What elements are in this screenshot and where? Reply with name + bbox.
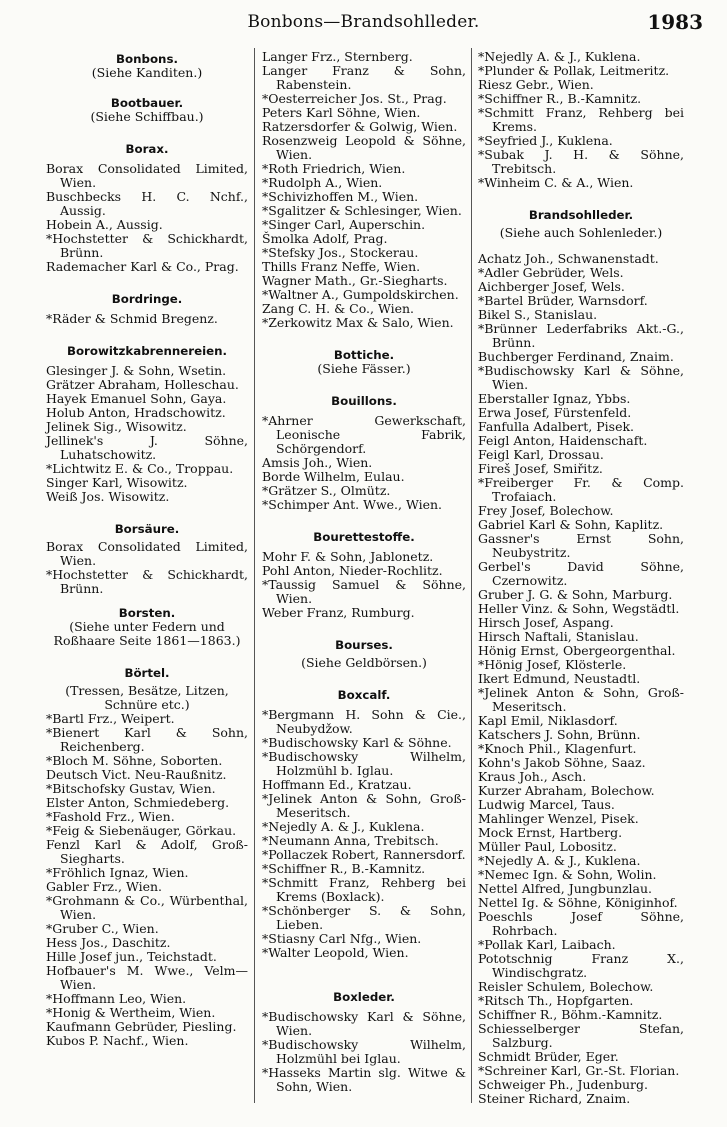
- section-heading: Brandsohlleder.: [528, 208, 634, 222]
- directory-entry: Feigl Anton, Haidenschaft.: [478, 433, 648, 448]
- directory-entry: Schiffner R., Böhm.-Kamnitz.: [478, 1007, 663, 1022]
- directory-entry: *Nejedly A. & J., Kuklena.: [262, 819, 425, 834]
- column-1: [46, 50, 248, 1048]
- directory-entry: Aichberger Josef, Wels.: [478, 279, 625, 294]
- directory-entry: Langer Franz & Sohn, Rabenstein.: [262, 63, 466, 92]
- spacer: [46, 596, 248, 606]
- directory-entry: Mahlinger Wenzel, Pisek.: [478, 811, 639, 826]
- directory-entry: Borax Consolidated Limited, Wien.: [46, 161, 248, 190]
- directory-entry: *Stefsky Jos., Stockerau.: [262, 245, 419, 260]
- directory-entry: *Räder & Schmid Bregenz.: [46, 311, 218, 326]
- directory-entry: *Pollaczek Robert, Rannersdorf.: [262, 847, 466, 862]
- directory-entry: Erwa Josef, Fürstenfeld.: [478, 405, 632, 420]
- cross-reference: (Siehe unter Federn und Roßhaare Seite 1861—1863.): [53, 619, 241, 648]
- spacer: [46, 648, 248, 666]
- directory-entry: Jellinek's J. Söhne, Luhatschowitz.: [46, 433, 248, 462]
- spacer: [46, 80, 248, 96]
- directory-entry: *Rudolph A., Wien.: [262, 175, 383, 190]
- directory-entry: *Hönig Josef, Klösterle.: [478, 657, 627, 672]
- directory-entry: Hobein A., Aussig.: [46, 217, 163, 232]
- directory-entry: Frey Josef, Bolechow.: [478, 503, 614, 518]
- spacer: [262, 960, 466, 990]
- directory-entry: Elster Anton, Schmiedeberg.: [46, 795, 230, 810]
- column-rule: [254, 48, 255, 1103]
- directory-entry: *Honig & Wertheim, Wien.: [46, 1005, 216, 1020]
- directory-entry: *Bartl Frz., Weipert.: [46, 711, 175, 726]
- directory-entry: *Grohmann & Co., Würbenthal, Wien.: [46, 893, 248, 922]
- directory-entry: Riesz Gebr., Wien.: [478, 77, 594, 92]
- directory-entry: *Ritsch Th., Hopfgarten.: [478, 993, 634, 1008]
- directory-entry: Kraus Joh., Asch.: [478, 769, 587, 784]
- directory-entry: *Schmitt Franz, Rehberg bei Krems.: [478, 105, 684, 134]
- directory-entry: *Ahrner Gewerkschaft, Leonische Fabrik, Schörgendorf.: [262, 413, 466, 456]
- directory-entry: *Schiffner R., B.-Kamnitz.: [262, 861, 426, 876]
- directory-entry: Borde Wilhelm, Eulau.: [262, 469, 405, 484]
- directory-entry: Buchberger Ferdinand, Znaim.: [478, 349, 674, 364]
- directory-entry: Ratzersdorfer & Golwig, Wien.: [262, 119, 458, 134]
- directory-entry: *Gruber C., Wien.: [46, 921, 159, 936]
- directory-entry: Rademacher Karl & Co., Prag.: [46, 259, 239, 274]
- directory-entry: *Bergmann H. Sohn & Cie., Neubydžow.: [262, 707, 466, 736]
- directory-entry: *Nemec Ign. & Sohn, Wolin.: [478, 867, 657, 882]
- directory-entry: *Bienert Karl & Sohn, Reichenberg.: [46, 725, 248, 754]
- directory-entry: Gabriel Karl & Sohn, Kaplitz.: [478, 517, 664, 532]
- section-heading: Bootbauer.: [110, 96, 184, 110]
- directory-entry: *Walter Leopold, Wien.: [262, 945, 409, 960]
- directory-entry: *Fröhlich Ignaz, Wien.: [46, 865, 189, 880]
- directory-entry: *Waltner A., Gumpoldskirchen.: [262, 287, 459, 302]
- directory-entry: *Zerkowitz Max & Salo, Wien.: [262, 315, 454, 330]
- directory-entry: Gassner's Ernst Sohn, Neubystritz.: [478, 531, 684, 560]
- directory-entry: Hoffmann Ed., Kratzau.: [262, 777, 412, 792]
- directory-entry: *Hochstetter & Schickhardt, Brünn.: [46, 567, 248, 596]
- directory-entry: *Hoffmann Leo, Wien.: [46, 991, 187, 1006]
- directory-entry: *Grätzer S., Olmütz.: [262, 483, 391, 498]
- directory-entry: *Singer Carl, Auperschin.: [262, 217, 426, 232]
- column-rule: [471, 48, 472, 1103]
- directory-entry: *Jelinek Anton & Sohn, Groß-Meseritsch.: [478, 685, 684, 714]
- directory-entry: Šmolka Adolf, Prag.: [262, 231, 388, 246]
- directory-entry: *Neumann Anna, Trebitsch.: [262, 833, 439, 848]
- column-3: [478, 50, 684, 1106]
- directory-entry: *Oesterreicher Jos. St., Prag.: [262, 91, 447, 106]
- directory-entry: Kurzer Abraham, Bolechow.: [478, 783, 655, 798]
- spacer: [46, 274, 248, 292]
- directory-entry: Reisler Schulem, Bolechow.: [478, 979, 654, 994]
- directory-entry: *Roth Friedrich, Wien.: [262, 161, 406, 176]
- directory-entry: Hirsch Josef, Aspang.: [478, 615, 614, 630]
- section-heading: Borsäure.: [114, 522, 180, 536]
- cross-reference: (Siehe auch Sohlenleder.): [499, 225, 663, 240]
- directory-entry: *Taussig Samuel & Söhne, Wien.: [262, 577, 466, 606]
- directory-entry: *Budischowsky Karl & Söhne, Wien.: [262, 1009, 466, 1038]
- directory-entry: *Adler Gebrüder, Wels.: [478, 265, 624, 280]
- directory-entry: *Sgalitzer & Schlesinger, Wien.: [262, 203, 462, 218]
- directory-entry: *Hochstetter & Schickhardt, Brünn.: [46, 231, 248, 260]
- directory-entry: *Schiffner R., B.-Kamnitz.: [478, 91, 642, 106]
- directory-entry: Kaufmann Gebrüder, Piesling.: [46, 1019, 237, 1034]
- directory-entry: *Schönberger S. & Sohn, Lieben.: [262, 903, 466, 932]
- directory-entry: *Pollak Karl, Laibach.: [478, 937, 616, 952]
- directory-entry: Langer Frz., Sternberg.: [262, 49, 413, 64]
- section-heading: Börtel.: [124, 666, 170, 680]
- spacer: [46, 326, 248, 344]
- directory-entry: *Jelinek Anton & Sohn, Groß-Meseritsch.: [262, 791, 466, 820]
- section-heading: Bourettestoffe.: [313, 530, 415, 544]
- page-header: [0, 10, 727, 40]
- directory-entry: Gerbel's David Söhne, Czernowitz.: [478, 559, 684, 588]
- directory-entry: Thills Franz Neffe, Wien.: [262, 259, 421, 274]
- directory-entry: Kohn's Jakob Söhne, Saaz.: [478, 755, 646, 770]
- directory-entry: Grätzer Abraham, Holleschau.: [46, 377, 239, 392]
- directory-entry: Fenzl Karl & Adolf, Groß-Siegharts.: [46, 837, 248, 866]
- directory-entry: *Nejedly A. & J., Kuklena.: [478, 49, 641, 64]
- directory-entry: Wagner Math., Gr.-Siegharts.: [262, 273, 448, 288]
- directory-entry: Hirsch Naftali, Stanislau.: [478, 629, 639, 644]
- directory-entry: Jelinek Sig., Wisowitz.: [46, 419, 187, 434]
- directory-entry: Kubos P. Nachf., Wien.: [46, 1033, 189, 1048]
- cross-reference: (Siehe Fässer.): [317, 361, 411, 376]
- directory-entry: Fireš Josef, Smiřitz.: [478, 461, 603, 476]
- directory-entry: Kapl Emil, Niklasdorf.: [478, 713, 618, 728]
- directory-entry: *Bartel Brüder, Warnsdorf.: [478, 293, 648, 308]
- directory-entry: *Feig & Siebenäuger, Görkau.: [46, 823, 237, 838]
- spacer: [478, 190, 684, 208]
- section-heading: Borsten.: [118, 606, 176, 620]
- directory-entry: Rosenzweig Leopold & Söhne, Wien.: [262, 133, 466, 162]
- directory-entry: Weber Franz, Rumburg.: [262, 605, 415, 620]
- directory-entry: Hönig Ernst, Obergeorgenthal.: [478, 643, 676, 658]
- section-heading: Boxcalf.: [337, 688, 391, 702]
- directory-entry: Peters Karl Söhne, Wien.: [262, 105, 421, 120]
- section-heading: Bouillons.: [331, 394, 397, 408]
- directory-entry: *Freiberger Fr. & Comp. Trofaiach.: [478, 475, 684, 504]
- section-heading: Borax.: [125, 142, 169, 156]
- directory-entry: *Subak J. H. & Söhne, Trebitsch.: [478, 147, 684, 176]
- directory-entry: Bikel S., Stanislau.: [478, 307, 598, 322]
- running-title: Bonbons—Brandsohlleder.: [247, 12, 480, 32]
- directory-entry: Holub Anton, Hradschowitz.: [46, 405, 226, 420]
- spacer: [262, 376, 466, 394]
- directory-entry: *Budischowsky Wilhelm, Holzmühl bei Iglau.: [262, 1037, 466, 1066]
- directory-entry: Katschers J. Sohn, Brünn.: [478, 727, 641, 742]
- page-number: 1983: [647, 10, 703, 34]
- directory-entry: Glesinger J. & Sohn, Wsetin.: [46, 363, 227, 378]
- directory-entry: Ludwig Marcel, Taus.: [478, 797, 615, 812]
- directory-entry: Hille Josef jun., Teichstadt.: [46, 949, 217, 964]
- directory-entry: Mohr F. & Sohn, Jablonetz.: [262, 549, 434, 564]
- directory-entry: Ikert Edmund, Neustadtl.: [478, 671, 641, 686]
- directory-entry: Schweiger Ph., Judenburg.: [478, 1077, 648, 1092]
- directory-entry: *Budischowsky Karl & Söhne, Wien.: [478, 363, 684, 392]
- spacer: [46, 124, 248, 142]
- directory-entry: *Schimper Ant. Wwe., Wien.: [262, 497, 443, 512]
- directory-entry: Schiesselberger Stefan, Salzburg.: [478, 1021, 684, 1050]
- directory-entry: *Schmitt Franz, Rehberg bei Krems (Boxlack).: [262, 875, 466, 904]
- section-heading: Boxleder.: [333, 990, 395, 1004]
- directory-entry: Heller Vinz. & Sohn, Wegstädtl.: [478, 601, 680, 616]
- directory-entry: *Nejedly A. & J., Kuklena.: [478, 853, 641, 868]
- directory-entry: Singer Karl, Wisowitz.: [46, 475, 188, 490]
- directory-entry: *Winheim C. & A., Wien.: [478, 175, 634, 190]
- directory-entry: Nettel Ig. & Söhne, Königinhof.: [478, 895, 678, 910]
- spacer: [262, 670, 466, 688]
- directory-entry: *Hasseks Martin slg. Witwe & Sohn, Wien.: [262, 1065, 466, 1094]
- directory-entry: Zang C. H. & Co., Wien.: [262, 301, 415, 316]
- cross-reference: (Siehe Kanditen.): [91, 65, 203, 80]
- directory-entry: Deutsch Vict. Neu-Raußnitz.: [46, 767, 227, 782]
- directory-entry: Pohl Anton, Nieder-Rochlitz.: [262, 563, 443, 578]
- spacer: [262, 620, 466, 638]
- directory-entry: Borax Consolidated Limited, Wien.: [46, 539, 248, 568]
- cross-reference: (Tressen, Besätze, Litzen, Schnüre etc.): [65, 683, 229, 712]
- directory-entry: Amsis Joh., Wien.: [262, 455, 373, 470]
- directory-entry: Buschbecks H. C. Nchf., Aussig.: [46, 189, 248, 218]
- directory-entry: Nettel Alfred, Jungbunzlau.: [478, 881, 652, 896]
- directory-entry: Weiß Jos. Wisowitz.: [46, 489, 170, 504]
- spacer: [262, 330, 466, 348]
- directory-entry: *Stiasny Carl Nfg., Wien.: [262, 931, 422, 946]
- directory-entry: Hofbauer's M. Wwe., Velm—Wien.: [46, 963, 248, 992]
- directory-entry: Steiner Richard, Znaim.: [478, 1091, 631, 1106]
- directory-entry: Poeschls Josef Söhne, Rohrbach.: [478, 909, 684, 938]
- directory-entry: *Lichtwitz E. & Co., Troppau.: [46, 461, 234, 476]
- section-heading: Bottiche.: [333, 348, 395, 362]
- directory-entry: *Knoch Phil., Klagenfurt.: [478, 741, 637, 756]
- column-2: [262, 50, 466, 1094]
- spacer: [262, 512, 466, 530]
- section-heading: Borowitzkabrennereien.: [66, 344, 228, 358]
- directory-entry: *Schreiner Karl, Gr.-St. Florian.: [478, 1063, 680, 1078]
- cross-reference: (Siehe Geldbörsen.): [301, 655, 427, 670]
- directory-entry: Pototschnig Franz X., Windischgratz.: [478, 951, 684, 980]
- directory-entry: *Bloch M. Söhne, Soborten.: [46, 753, 223, 768]
- directory-entry: Eberstaller Ignaz, Ybbs.: [478, 391, 631, 406]
- directory-entry: *Schivizhoffen M., Wien.: [262, 189, 419, 204]
- section-heading: Bonbons.: [116, 52, 178, 66]
- section-heading: Bourses.: [335, 638, 393, 652]
- cross-reference: (Siehe Schiffbau.): [90, 109, 204, 124]
- directory-entry: Gruber J. G. & Sohn, Marburg.: [478, 587, 673, 602]
- directory-entry: *Bitschofsky Gustav, Wien.: [46, 781, 216, 796]
- directory-entry: Müller Paul, Lobositz.: [478, 839, 617, 854]
- directory-entry: Hess Jos., Daschitz.: [46, 935, 171, 950]
- directory-entry: *Budischowsky Karl & Söhne.: [262, 735, 452, 750]
- section-heading: Bordringe.: [111, 292, 183, 306]
- directory-entry: *Plunder & Pollak, Leitmeritz.: [478, 63, 670, 78]
- directory-entry: *Budischowsky Wilhelm, Holzmühl b. Iglau.: [262, 749, 466, 778]
- directory-entry: Gabler Frz., Wien.: [46, 879, 162, 894]
- directory-entry: *Fashold Frz., Wien.: [46, 809, 175, 824]
- directory-entry: *Brünner Lederfabriks Akt.-G., Brünn.: [478, 321, 684, 350]
- directory-entry: *Seyfried J., Kuklena.: [478, 133, 613, 148]
- directory-entry: Hayek Emanuel Sohn, Gaya.: [46, 391, 227, 406]
- directory-entry: Feigl Karl, Drossau.: [478, 447, 604, 462]
- directory-entry: Schmidt Brüder, Eger.: [478, 1049, 619, 1064]
- spacer: [46, 504, 248, 522]
- directory-entry: Achatz Joh., Schwanenstadt.: [478, 251, 659, 266]
- directory-entry: Fanfulla Adalbert, Pisek.: [478, 419, 635, 434]
- directory-entry: Mock Ernst, Hartberg.: [478, 825, 623, 840]
